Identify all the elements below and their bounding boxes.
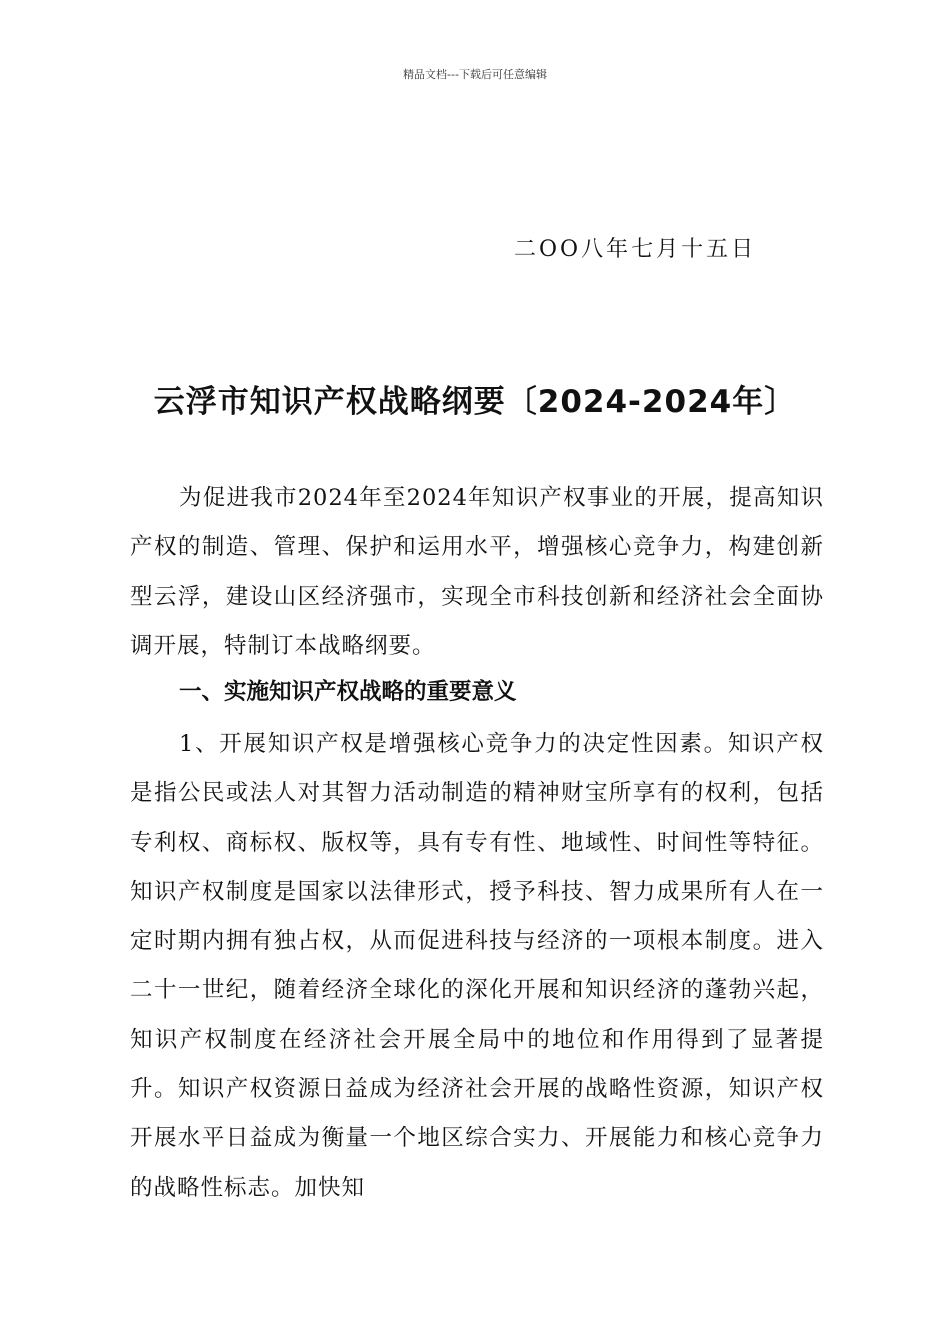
page-header-note: 精品文档---下载后可任意编辑 <box>403 68 547 81</box>
document-date: 二OO八年七月十五日 <box>514 237 757 262</box>
body-paragraph: 1、开展知识产权是增强核心竞争力的决定性因素。知识产权是指公民或法人对其智力活动制造的精神财宝所享有的权利，包括专利权、商标权、版权等，具有专有性、地域性、时间性等特征。知识产权制度是国家以法律形式，授予科技、智力成果所有人在一定时期内拥有独占权，从而促进科技与经济的一项根本制度。进入二十一世纪，随着经济全球化的深化开展和知识经济的蓬勃兴起，知识产权制度在经济社会开展全局中的地位和作用得到了显著提升。知识产权资源日益成为经济社会开展的战略性资源，知识产权开展水平日益成为衡量一个地区综合实力、开展能力和核心竞争力的战略性标志。加快知 <box>130 731 824 1201</box>
document-title: 云浮市知识产权战略纲要〔2024-2024年〕 <box>153 384 797 420</box>
section-heading: 一、实施知识产权战略的重要意义 <box>179 679 517 705</box>
intro-paragraph: 为促进我市2024年至2024年知识产权事业的开展，提高知识产权的制造、管理、保护和运用水平，增强核心竞争力，构建创新型云浮，建设山区经济强市，实现全市科技创新和经济社会全面协调开展，特制订本战略纲要。 <box>130 485 824 659</box>
